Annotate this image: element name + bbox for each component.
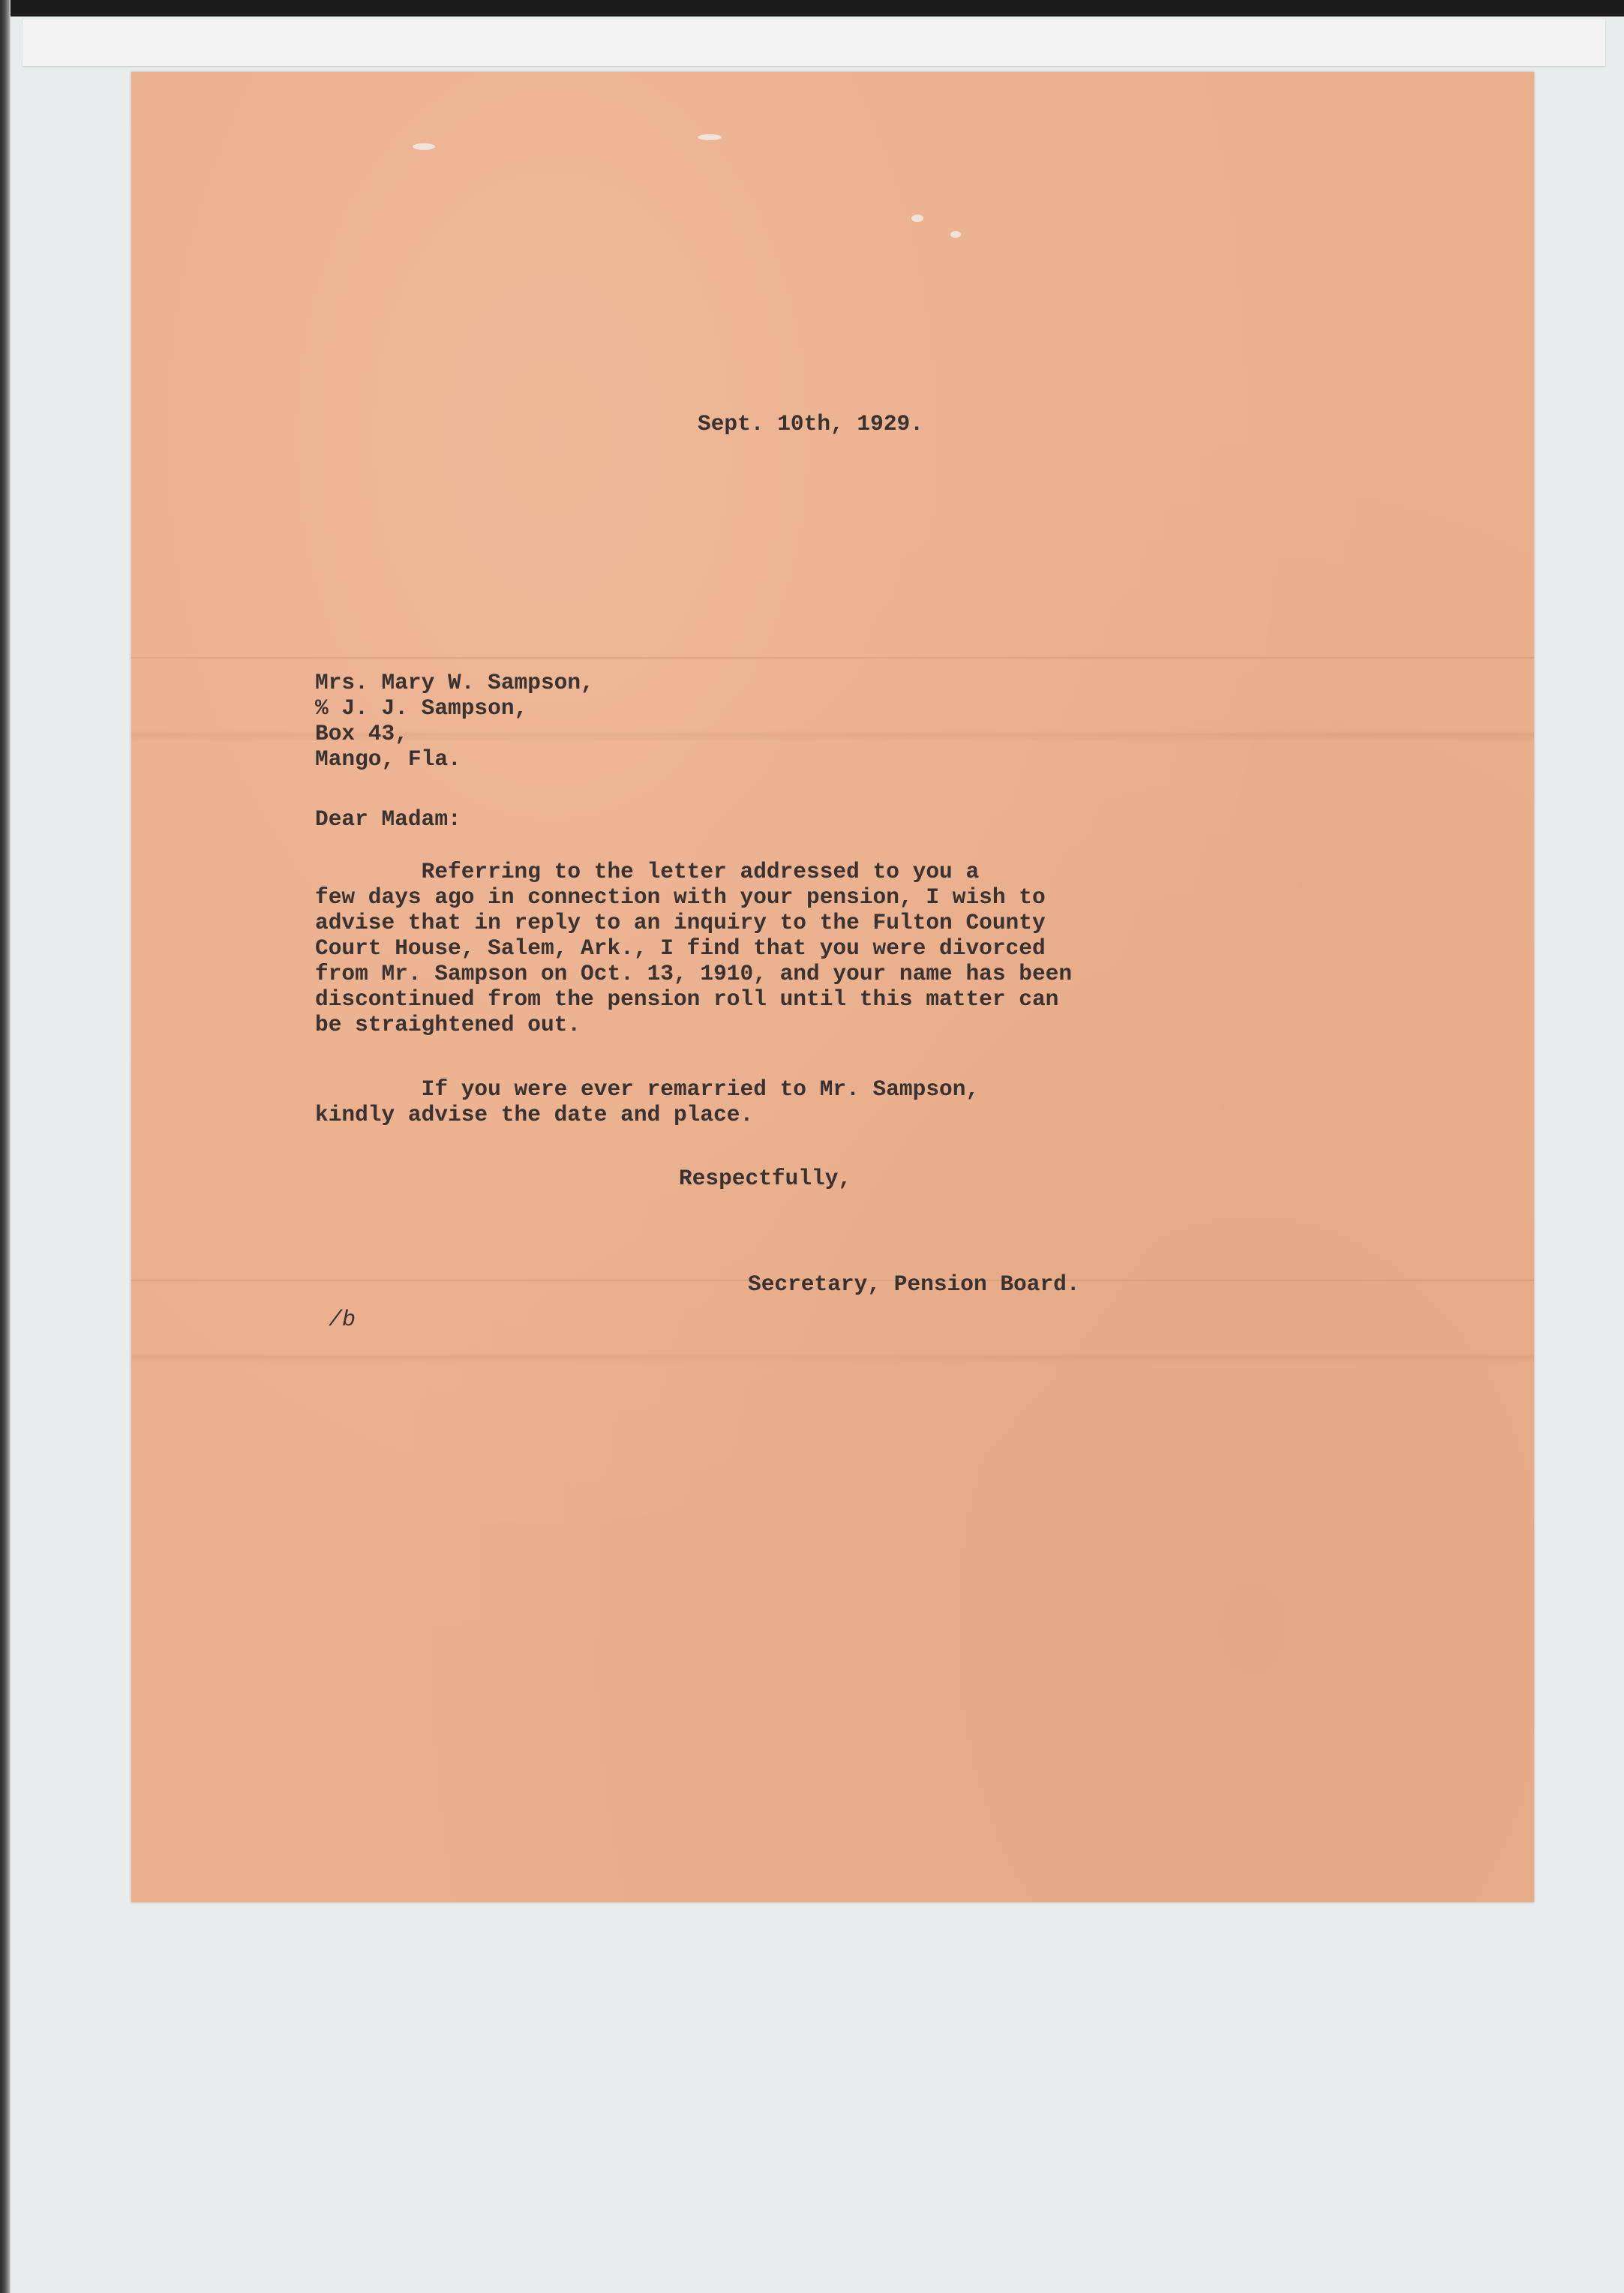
recipient-box-line: Box 43,: [315, 721, 408, 746]
typist-initials: /b: [329, 1307, 356, 1333]
paper-damage-spot: [950, 231, 961, 238]
recipient-name-line: Mrs. Mary W. Sampson,: [315, 670, 594, 695]
scan-top-border: [0, 0, 1624, 17]
paragraph-1-line: Referring to the letter addressed to you a: [315, 859, 980, 884]
paper-strip: [23, 20, 1605, 66]
paragraph-1-line: advise that in reply to an inquiry to the Fulton County: [315, 910, 1046, 935]
paragraph-1-line: few days ago in connection with your pension, I wish to: [315, 884, 1046, 910]
paragraph-1-line: from Mr. Sampson on Oct. 13, 1910, and your name has been: [315, 961, 1073, 986]
paragraph-1-line: Court House, Salem, Ark., I find that you were divorced: [315, 935, 1046, 961]
paragraph-2-line: If you were ever remarried to Mr. Sampson,: [315, 1076, 980, 1102]
paragraph-1-line: discontinued from the pension roll until this matter can: [315, 986, 1059, 1012]
paper-damage-spot: [698, 134, 722, 140]
closing: Respectfully,: [679, 1166, 852, 1191]
signature-line: Secretary, Pension Board.: [748, 1271, 1080, 1297]
salutation: Dear Madam:: [315, 806, 461, 832]
paragraph-2-line: kindly advise the date and place.: [315, 1102, 754, 1127]
paper-fold-line: [131, 657, 1534, 659]
letter-date: Sept. 10th, 1929.: [698, 411, 923, 437]
paper-damage-spot: [911, 215, 923, 222]
scan-left-border: [0, 0, 11, 2293]
recipient-city-line: Mango, Fla.: [315, 746, 461, 772]
paragraph-1-line: be straightened out.: [315, 1012, 581, 1037]
paper-damage-spot: [413, 143, 435, 150]
recipient-care-of-line: % J. J. Sampson,: [315, 695, 528, 721]
